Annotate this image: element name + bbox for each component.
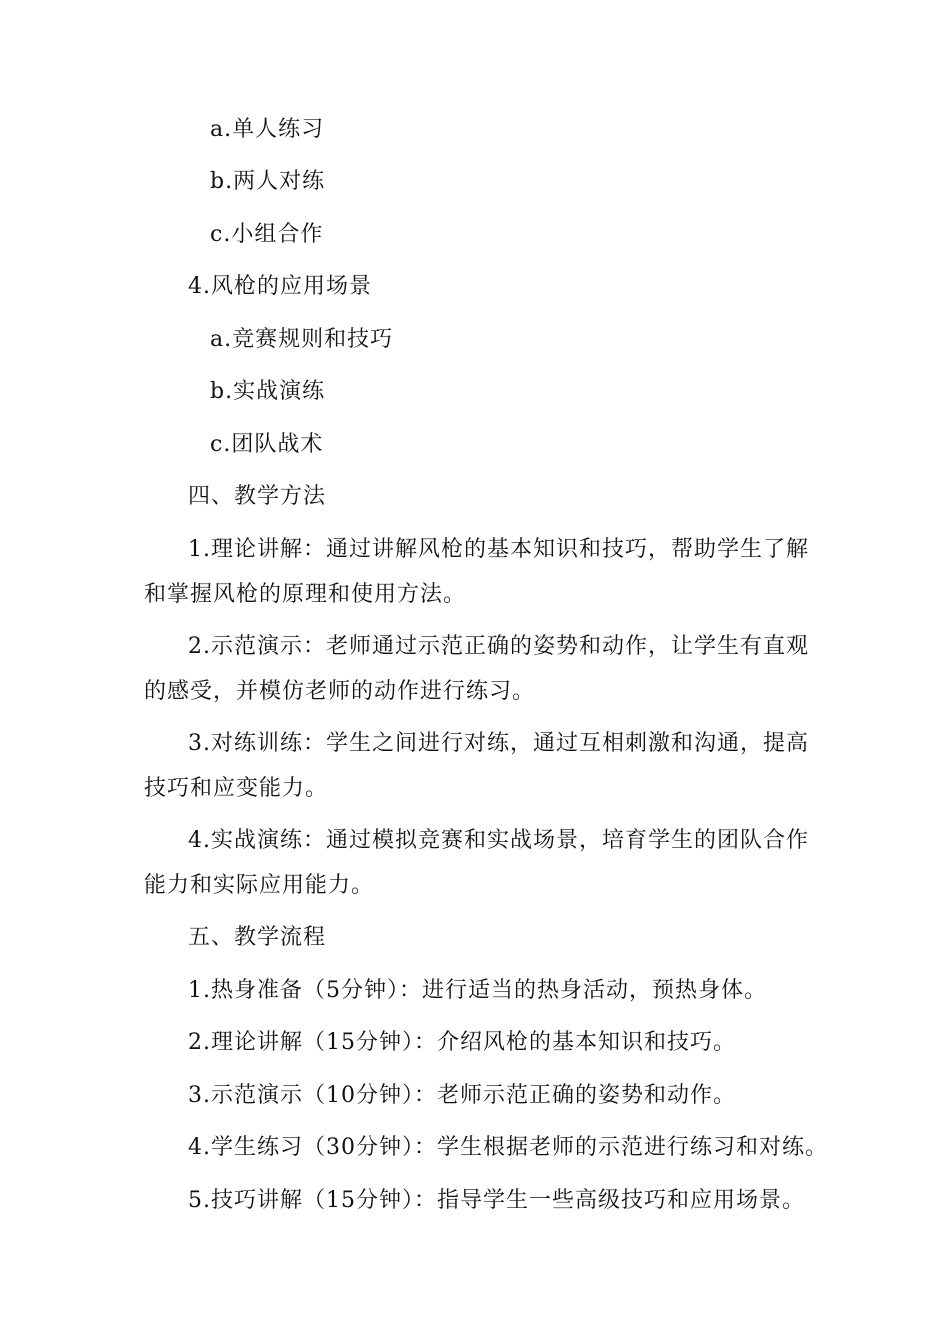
list-item-group-cooperation: c.小组合作 bbox=[210, 222, 324, 247]
paragraph-sparring-line-1: 3.对练训练：学生之间进行对练，通过互相刺激和沟通，提高 bbox=[188, 731, 809, 756]
paragraph-practical-line-2: 能力和实际应用能力。 bbox=[144, 873, 375, 898]
paragraph-theory-line-2: 和掌握风枪的原理和使用方法。 bbox=[144, 582, 467, 607]
section-heading-application-scenarios: 4.风枪的应用场景 bbox=[188, 274, 372, 299]
list-item-practical-drill: b.实战演练 bbox=[210, 379, 326, 404]
process-step-student-practice: 4.学生练习（30分钟）：学生根据老师的示范进行练习和对练。 bbox=[188, 1135, 828, 1160]
process-step-demo: 3.示范演示（10分钟）：老师示范正确的姿势和动作。 bbox=[188, 1083, 736, 1108]
list-item-pair-practice: b.两人对练 bbox=[210, 169, 326, 194]
paragraph-sparring-line-2: 技巧和应变能力。 bbox=[144, 776, 329, 801]
paragraph-demo-line-2: 的感受，并模仿老师的动作进行练习。 bbox=[144, 679, 536, 704]
list-item-single-practice: a.单人练习 bbox=[210, 117, 325, 142]
section-heading-teaching-process: 五、教学流程 bbox=[188, 925, 327, 950]
paragraph-theory-line-1: 1.理论讲解：通过讲解风枪的基本知识和技巧，帮助学生了解 bbox=[188, 537, 809, 562]
paragraph-demo-line-1: 2.示范演示：老师通过示范正确的姿势和动作，让学生有直观 bbox=[188, 634, 809, 659]
section-heading-teaching-methods: 四、教学方法 bbox=[188, 484, 327, 509]
process-step-skill-explanation: 5.技巧讲解（15分钟）：指导学生一些高级技巧和应用场景。 bbox=[188, 1188, 805, 1213]
paragraph-practical-line-1: 4.实战演练：通过模拟竞赛和实战场景，培育学生的团队合作 bbox=[188, 828, 809, 853]
process-step-warmup: 1.热身准备（5分钟）：进行适当的热身活动，预热身体。 bbox=[188, 978, 767, 1003]
list-item-team-tactics: c.团队战术 bbox=[210, 432, 324, 457]
list-item-competition-rules: a.竞赛规则和技巧 bbox=[210, 327, 394, 352]
process-step-theory: 2.理论讲解（15分钟）：介绍风枪的基本知识和技巧。 bbox=[188, 1030, 736, 1055]
